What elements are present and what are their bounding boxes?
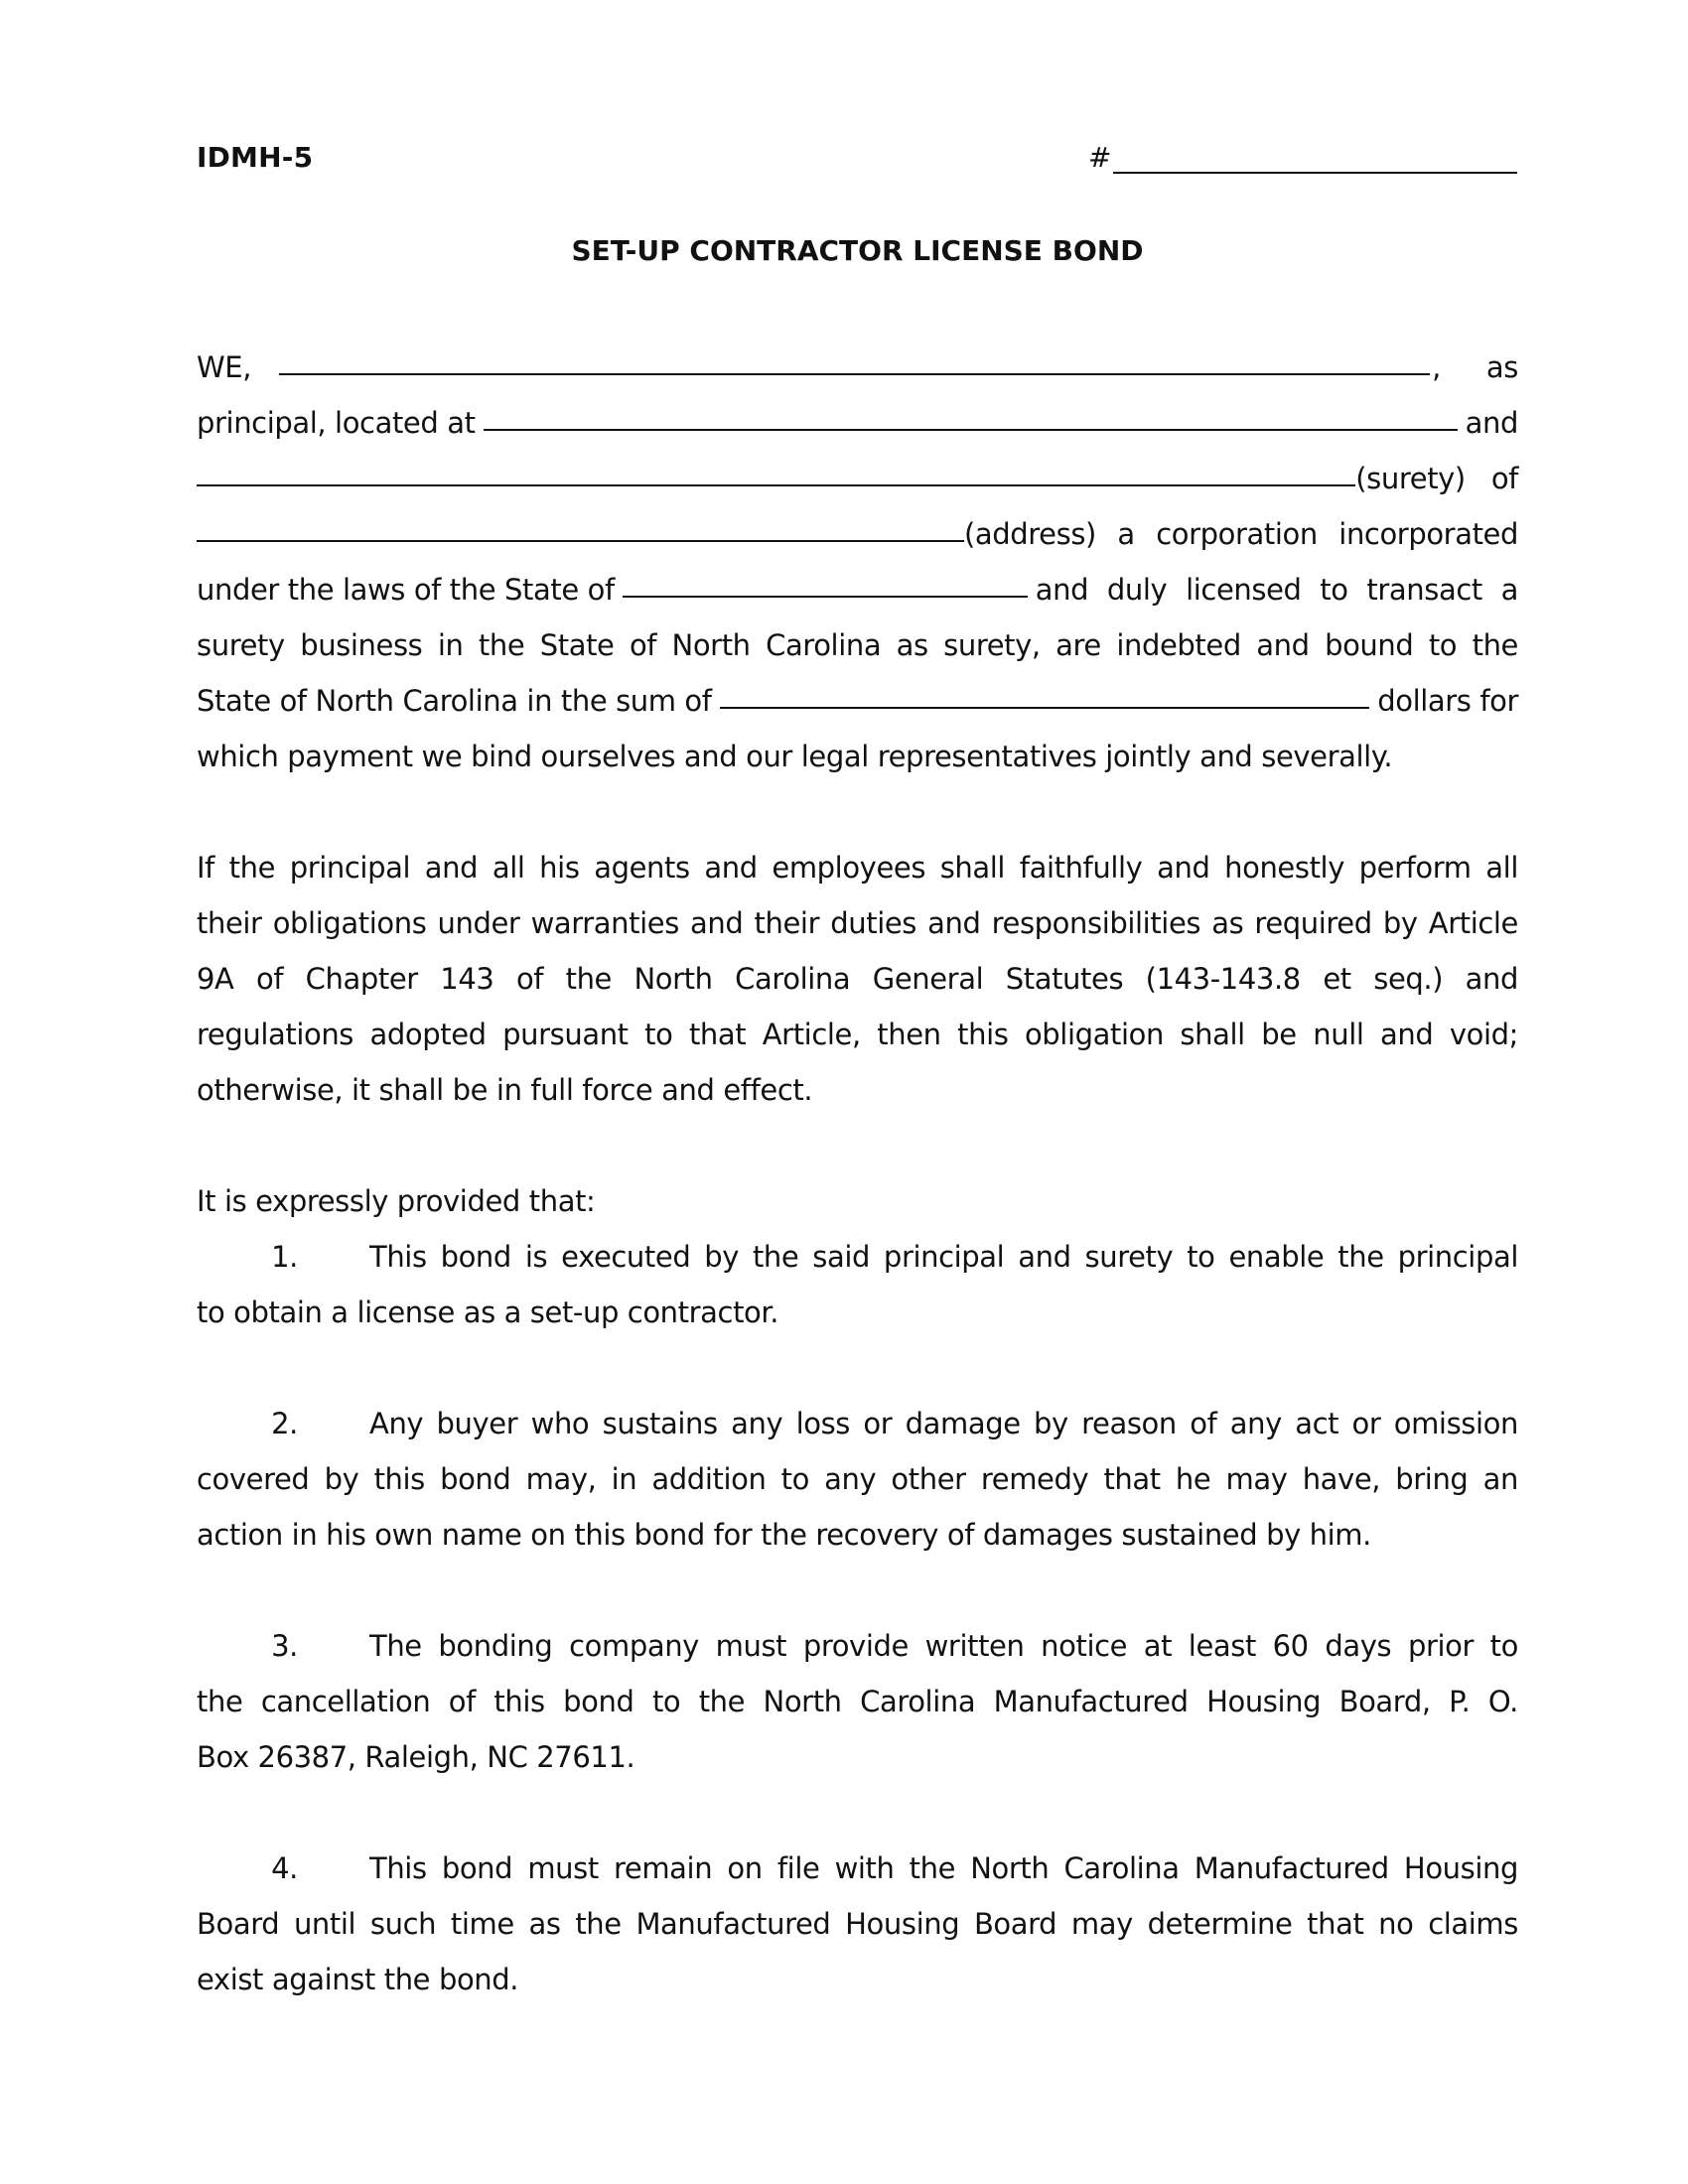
bond-sum-blank[interactable]: [720, 673, 1370, 709]
provision-number: 2.: [271, 1407, 298, 1440]
provision-continuation: to obtain a license as a set-up contractor.: [197, 1296, 779, 1329]
form-code: IDMH-5: [197, 141, 314, 174]
provision-continuation: the cancellation of this bond to the North Carolina Manufactured Housing Board, P. O.: [197, 1685, 1518, 1718]
intro-line-7: [197, 673, 1518, 729]
comma: ,: [1432, 350, 1441, 384]
provision-first-line: [197, 1841, 1518, 1896]
address-corporation-label: (address) a corporation incorporated: [964, 517, 1518, 551]
number-label: #: [1088, 141, 1112, 174]
and-label: and: [1465, 406, 1518, 440]
bond-number-blank[interactable]: [1113, 142, 1517, 174]
provision-4: [197, 1841, 1518, 2007]
condition-line: their obligations under warranties and their duties and responsibilities as required by Article: [197, 906, 1518, 940]
condition-paragraph: [197, 840, 1518, 1118]
provision-text: The bonding company must provide written notice at least 60 days prior to: [369, 1629, 1518, 1663]
state-of-incorporation-blank[interactable]: [623, 562, 1028, 598]
of-label: of: [1490, 462, 1518, 495]
provision-text: This bond must remain on file with the North Carolina Manufactured Housing: [369, 1851, 1518, 1885]
condition-line: 9A of Chapter 143 of the North Carolina General Statutes (143-143.8 et seq.) and: [197, 962, 1518, 996]
as-label: as: [1485, 350, 1518, 384]
principal-address-blank[interactable]: [484, 395, 1458, 431]
provision-3: [197, 1618, 1518, 1785]
principal-name-blank[interactable]: [279, 340, 1430, 375]
we-label: WE,: [197, 350, 252, 384]
provision-text: Any buyer who sustains any loss or damage by reason of any act or omission: [369, 1407, 1518, 1440]
provision-1: [197, 1229, 1518, 1340]
principal-located-label: principal, located at: [197, 406, 476, 440]
intro-line-2: [197, 395, 1518, 451]
condition-line-last: otherwise, it shall be in full force and effect.: [197, 1073, 813, 1107]
intro-line-3: [197, 451, 1518, 506]
page-title: SET-UP CONTRACTOR LICENSE BOND: [571, 234, 1144, 267]
dollars-for-label: dollars for: [1377, 684, 1518, 718]
provision-number: 1.: [271, 1240, 298, 1274]
intro-line-6: surety business in the State of North Carolina as surety, are indebted and bound to the: [197, 628, 1518, 662]
state-laws-label: under the laws of the State of: [197, 573, 615, 607]
provision-continuation-last: exist against the bond.: [197, 1963, 519, 1996]
provision-continuation-last: action in his own name on this bond for the recovery of damages sustained by him.: [197, 1518, 1371, 1552]
provision-first-line: [197, 1229, 1518, 1285]
intro-line-4: [197, 506, 1518, 562]
intro-line-5: [197, 562, 1518, 617]
provision-first-line: [197, 1396, 1518, 1451]
provision-number: 3.: [271, 1629, 298, 1663]
provision-continuation-last: Box 26387, Raleigh, NC 27611.: [197, 1740, 635, 1774]
condition-line: regulations adopted pursuant to that Article, then this obligation shall be null and void;: [197, 1018, 1518, 1051]
sum-label: State of North Carolina in the sum of: [197, 684, 712, 718]
surety-address-blank[interactable]: [197, 506, 964, 542]
provisions-intro: It is expressly provided that:: [197, 1184, 596, 1218]
provision-text: This bond is executed by the said principal and surety to enable the principal: [369, 1240, 1518, 1274]
intro-line-8: which payment we bind ourselves and our legal representatives jointly and severally.: [197, 740, 1393, 773]
licensed-label: and duly licensed to transact a: [1035, 573, 1518, 607]
surety-label: (surety): [1355, 462, 1466, 495]
surety-name-blank[interactable]: [197, 451, 1355, 486]
provision-number: 4.: [271, 1851, 298, 1885]
provision-continuation: covered by this bond may, in addition to any other remedy that he may have, bring an: [197, 1462, 1518, 1496]
provision-first-line: [197, 1618, 1518, 1674]
provision-2: [197, 1396, 1518, 1563]
document-body: [197, 340, 1518, 2007]
provision-continuation: Board until such time as the Manufactured Housing Board may determine that no claims: [197, 1907, 1518, 1941]
intro-line-1: [197, 340, 1518, 395]
bond-number-field: [1088, 141, 1517, 174]
condition-line: If the principal and all his agents and employees shall faithfully and honestly perform all: [197, 851, 1518, 885]
